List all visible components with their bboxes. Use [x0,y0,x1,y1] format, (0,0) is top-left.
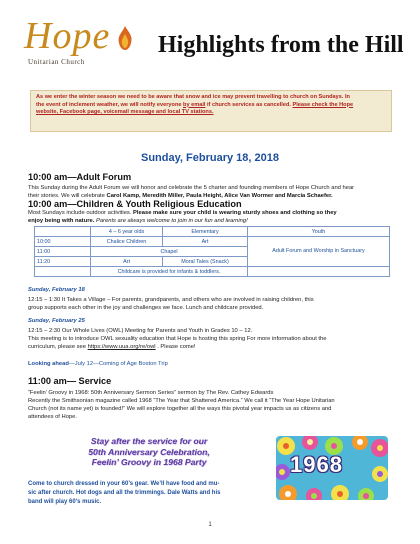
table-header: 4 – 6 year olds [91,227,163,237]
parents-welcome-text: Parents are always welcome to join in our fun and learning! [94,218,248,224]
adult-forum-text2: their stories. We will celebrate [28,193,107,199]
feb25-line [28,343,396,351]
table-header: Youth [247,227,389,237]
service-line: attendees of Hope. [28,414,77,420]
service-date: Sunday, February 18, 2018 [141,152,279,164]
owl-link[interactable]: https://www.uua.org/re/owl [87,344,156,350]
notice-text: if church services as cancelled. [205,101,293,108]
dress-up-line: band will play 60’s music. [28,499,102,505]
table-cell-time: 10:00 [35,237,91,247]
children-re-text [28,209,396,225]
looking-ahead-text: —July 12—Coming of Age Boston Trip [68,361,168,367]
table-cell: Moral Tales (Snack) [163,257,248,267]
logo-word: Hope [24,15,111,57]
table-cell: Chapel [91,247,248,257]
feb25-heading: Sunday, February 25 [28,318,85,324]
by-email-link[interactable]: by email [183,101,206,108]
children-re-bold: Please make sure your child is wearing sturdy shoes and clothing so they [133,210,337,216]
adult-forum-line: This Sunday during the Adult Forum we will honor and celebrate the 5 charter and founding members of Hope Church and hear [28,185,355,191]
celebration-line: 50th Anniversary Celebration, [88,446,210,457]
winter-notice [30,90,392,132]
service-line: “Feelin’ Groovy in 1968: 50th Anniversary Sermon Series” sermon by The Rev. Cathey Edwards [28,390,274,396]
logo-subtitle: Unitarian Church [28,58,85,66]
feb25-line: This meeting is to introduce OWL sexuality education that Hope is hosting this spring For more information about the [28,336,327,342]
table-cell-empty [35,267,91,277]
notice-line [36,102,386,110]
notice-text: the event of inclement weather, we will notify everyone [36,101,184,108]
table-cell-time: 11:00 [35,247,91,257]
celebration-line: Feelin’ Groovy in 1968 Party [91,457,207,467]
service-line: Recently the Smithsonian magazine called 1968 “The Year that Shattered America.” We call it “The Year Hope Unitarian [28,398,335,404]
notice-sources: website, Facebook page, voicemail message and local TV stations. [36,109,214,116]
notice-check-text: Please check the Hope [292,101,354,108]
feb25-text3b: . Please come! [155,344,196,350]
table-header [35,227,91,237]
children-re-bold2: enjoy being with nature. [28,218,95,224]
art-year-text: 1968 [290,452,343,477]
feb18-heading: Sunday, February 18 [28,287,85,293]
children-re-line [28,217,396,225]
looking-ahead-label: Looking ahead [28,361,69,367]
table-header-row [35,227,390,237]
feb25-text3: curriculum, please see [28,344,88,350]
service-line: Church (not its name yet) is founded!” We will explore together all the ways this pivotal year impacts us as citizens and [28,406,332,412]
page-title: Highlights from the Hill [158,32,404,58]
dress-up-note [28,480,268,507]
re-schedule-table [34,226,390,277]
table-header: Elementary [163,227,248,237]
celebration-line: Stay after the service for our [90,436,208,446]
table-row [35,267,390,277]
service-text [28,389,396,421]
feb18-line: group supports each other in the joy and challenges we face. Lunch and childcare provided. [28,305,264,311]
table-cell-empty [247,267,389,277]
feb18-line: 12:15 – 1:30 It Takes a Village – For parents, grandparents, and others who are involved in raising children, this [28,297,314,303]
founding-members-names: Carol Kamp, Meredith Miller, Paula Height, Alice Van Wormer and Marcia Schaefer. [106,193,333,199]
table-row [35,237,390,247]
celebration-banner [34,436,264,468]
adult-forum-heading: 10:00 am—Adult Forum [28,172,132,182]
childcare-note: Childcare is provided for infants & toddlers. [91,267,248,277]
looking-ahead [28,360,396,368]
table-cell-youth: Adult Forum and Worship in Sanctuary [247,237,389,267]
children-re-heading: 10:00 am—Children & Youth Religious Education [28,199,242,209]
groovy-1968-art [276,436,388,500]
notice-line: As we enter the winter season we need to be aware that snow and ice may prevent travelling to church on Sundays. In [36,94,350,100]
table-cell: Chalice Children [91,237,163,247]
table-cell: Art [163,237,248,247]
feb18-text [28,296,396,312]
children-re-line [28,209,396,217]
table-cell: Art [91,257,163,267]
chalice-flame-icon [114,24,136,54]
adult-forum-text [28,184,396,200]
page-number: 1 [208,522,212,528]
dress-up-line: Come to church dressed in your 60’s gear. We’ll have food and mu- [28,481,220,487]
dress-up-line: sic after church. Hot dogs and all the trimmings. Dale Watts and his [28,490,221,496]
header [14,14,406,76]
hope-logo [14,14,144,74]
feb25-line: 12:15 – 2:30 Our Whole Lives (OWL) Meeting for Parents and Youth in Grades 10 – 12. [28,328,253,334]
service-heading: 11:00 am— Service [28,376,112,386]
feb25-text [28,327,396,351]
children-re-text1: Most Sundays include outdoor activities. [28,210,134,216]
table-cell-time: 11:20 [35,257,91,267]
